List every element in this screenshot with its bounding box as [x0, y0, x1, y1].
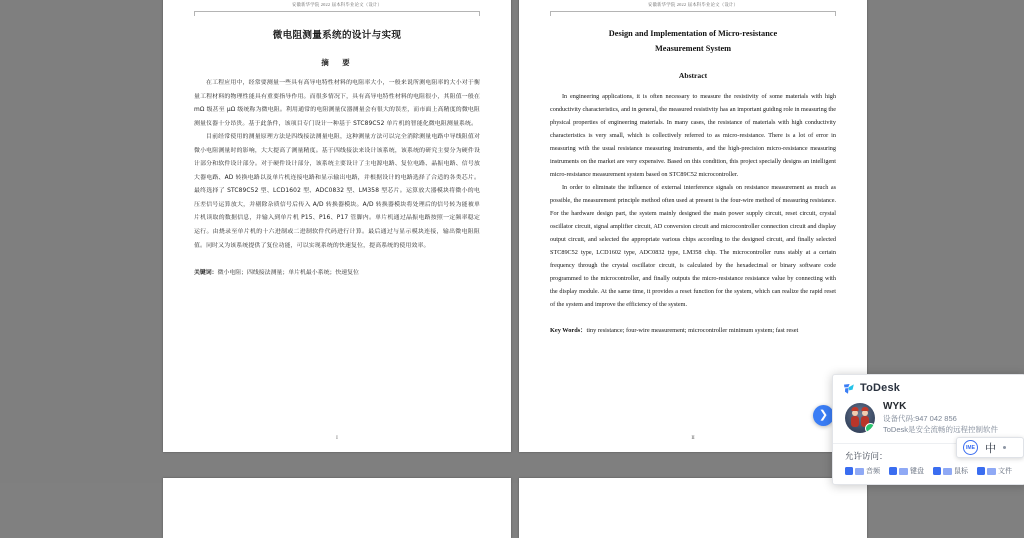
avatar-figure-left [851, 416, 859, 427]
abstract-body-english [550, 90, 836, 311]
header-rule-right [550, 11, 836, 12]
todesk-user-info [883, 401, 998, 435]
online-status-badge [865, 423, 875, 433]
page-title-english [550, 27, 836, 56]
todesk-brand-label: ToDesk [860, 382, 901, 394]
todesk-device-code: 设备代码:947 042 856 [883, 414, 957, 423]
todesk-header [833, 375, 1024, 398]
document-page-left-next[interactable] [163, 478, 511, 538]
section-heading-abstract-cn: 摘 要 [321, 58, 353, 67]
paragraph-en-1: In engineering applications, it is often necessary to measure the resistivity of some materials with high conductivity characteristics, and in general, the measured resistivity has an important guiding role in measuring the physical properties of engineering materials. In many cases, the resistance of materials with high conductivity characteristics is very small, which is collectively referred to as micro-resistance. There is a lot of error in measuring with the usual resistance measuring instruments, and the high-precision micro-resistance measuring instruments on the market are very expensive. Based on this condition, this project specially designs an intelligent micro-resistance measurement system based on STC89C52 microcontroller. [550, 93, 836, 178]
keywords-label-en: Key Words： [550, 327, 587, 334]
page-title-english-line1: Design and Implementation of Micro-resistance [608, 29, 778, 38]
checkbox-audio[interactable] [845, 467, 853, 475]
audio-icon [855, 468, 864, 475]
checkbox-file[interactable] [977, 467, 985, 475]
paragraph-en-2: In order to eliminate the influence of external interference signals on resistance measurement as much as possible, the measurement principle method often used at present is the four-wire method of measuring resistance. For the hardware design part, the system mainly designed the main power supply circuit, reset circuit, crystal oscillator circuit, signal amplifier circuit, AD conversion circuit and microcontroller connection circuit and display output circuit, and selected the appropriate various chips according to the designed circuit, and finally selected STC89C52 type, LCD1602 type, ADC0832 type, LM358 chip. The microcontroller runs stably at a certain frequency through the crystal oscillator circuit, is calculated by the hexadecimal or binary software code programmed to the microcontroller, and finally outputs the micro-resistance resistance value by connecting with the display module. At the same time, it provides a reset function for the system, which can realize the rapid reset of the system and improve the efficiency of the system. [550, 184, 836, 308]
mouse-icon [943, 468, 952, 475]
todesk-logo-icon [843, 382, 855, 394]
permission-label-audio: 音频 [866, 468, 880, 475]
todesk-slogan: ToDesk是安全流畅的远程控制软件 [883, 425, 999, 434]
document-page-right-next[interactable] [519, 478, 867, 538]
permission-item-file[interactable] [977, 466, 1012, 476]
section-heading-abstract-en: Abstract [678, 71, 708, 80]
avatar-hat-right [862, 407, 869, 411]
ime-language-indicator[interactable]: 中 [985, 441, 996, 455]
document-page-left[interactable] [163, 0, 511, 452]
page-header-left: 安徽新华学院 2022 届本科毕业论文（设计） [291, 2, 383, 7]
keywords-line-english [550, 325, 836, 338]
permission-item-mouse[interactable] [933, 466, 968, 476]
keywords-value-cn: 微小电阻；四线接法测量；单片机最小系统；快速复位 [217, 270, 359, 277]
todesk-permission-list [833, 465, 1024, 476]
checkbox-mouse[interactable] [933, 467, 941, 475]
permission-label-keyboard: 键盘 [910, 468, 924, 475]
ime-floating-bar[interactable] [956, 437, 1024, 458]
file-icon [987, 468, 996, 475]
permission-label-file: 文件 [998, 468, 1012, 475]
paragraph-cn-2: 目前经常使用的测量原理方法是四线接法测量电阻，这种测量方法可以完全消除测量电路中导线阻值对微小电阻测量时的影响，大大提高了测量精度。基于四线接法来设计该系统，该系统的研究主要分为硬件设计部分和软件设计部分。对于硬件设计部分，该系统主要设计了主电源电路、复位电路、晶振电路、信号放大器电路、AD 转换电路以及单片机连接电路和显示输出电路，并根据设计的电路选择了合适的各类芯片。最终选择了 STC89C52 型、LCD1602 型、ADC0832 型、LM358 型芯片。运算放大器模块将微小的电压差信号运算放大，并剔除杂质信号后传入 A/D 转换器模块。A/D 转换器模块将处理后的信号转为能被单片机读取的数据信息，并输入到单片机 P15、P16、P17 管脚内。单片机通过晶振电路按照一定频率稳定运行。由烧录至单片机的十六进制或二进制软件代码进行计算。最后通过与显示模块连接，输出微电阻阻值。同时又为该系统提供了复位功能，可以实现系统的快速复位，提高系统的使用效率。 [194, 134, 480, 249]
header-rule-left [194, 11, 480, 12]
permission-label-mouse: 鼠标 [954, 468, 968, 475]
paragraph-cn-1: 在工程应用中，经常要测量一些具有高导电特性材料的电阻率大小，一般来说所测电阻率的大小对于衡量工程材料的物理性能具有重要指导作用。而很多情况下，具有高导电特性材料的电阻很小，其阻值一般在 mΩ 级甚至 μΩ 级统称为微电阻。利用通常的电阻测量仪器测量会有很大的误差，而市面上高精度的微电阻测量仪器十分昂贵。基于此条件，该项目专门设计一种基于 STC89C52 单片机的智能化微电阻测量系统。 [194, 80, 480, 127]
todesk-allow-access-label: 允许访问： [845, 451, 888, 461]
ime-more-icon[interactable] [1003, 446, 1006, 449]
page-title-english-line2: Measurement System [654, 43, 732, 53]
permission-item-audio[interactable] [845, 466, 880, 476]
abstract-body-chinese [194, 77, 480, 253]
todesk-user-name: WYK [883, 401, 907, 412]
keyboard-icon [899, 468, 908, 475]
permission-item-keyboard[interactable] [889, 466, 924, 476]
document-page-right[interactable] [519, 0, 867, 452]
todesk-collapse-handle[interactable] [813, 405, 834, 426]
page-number-left: I [336, 436, 338, 441]
avatar-hat-left [851, 407, 858, 411]
page-number-right: II [691, 436, 695, 441]
checkbox-keyboard[interactable] [889, 467, 897, 475]
keywords-value-en: tiny resistance; four-wire measurement; microcontroller minimum system; fast reset [586, 327, 799, 334]
page-header-right: 安徽新华学院 2022 届本科毕业论文（设计） [647, 2, 739, 7]
avatar [845, 403, 875, 433]
keywords-label-cn: 关键词： [194, 270, 218, 277]
todesk-panel[interactable] [832, 374, 1024, 485]
todesk-user-row[interactable] [833, 398, 1024, 441]
chevron-right-icon: ❯ [818, 409, 829, 421]
keywords-line-chinese [194, 267, 480, 279]
ime-logo-icon [963, 440, 978, 455]
ime-logo-text: IME [966, 444, 975, 451]
page-title-chinese: 微电阻测量系统的设计与实现 [272, 30, 402, 41]
